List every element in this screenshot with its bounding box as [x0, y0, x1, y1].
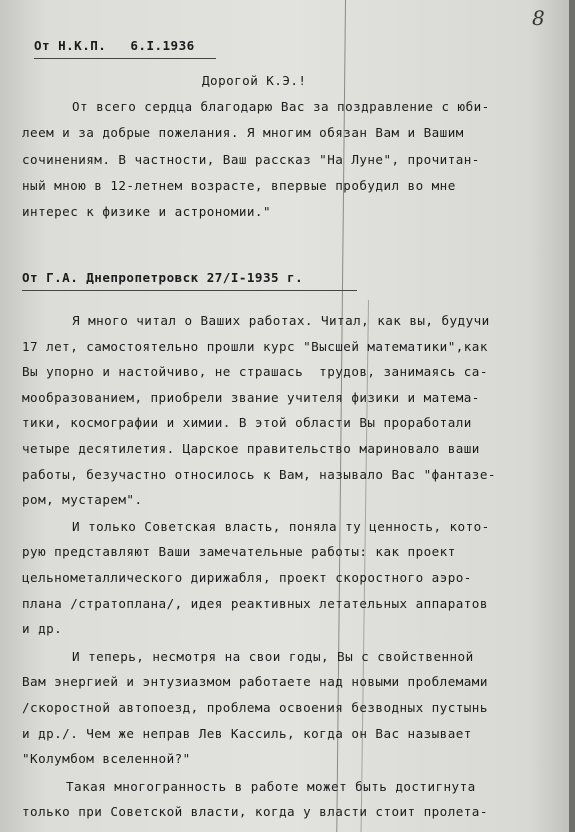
letter2-line: Вам энергией и энтузиазмом работаете над новыми проблемами — [22, 674, 488, 689]
letter1-line: интерес к физике и астрономии." — [22, 204, 271, 219]
letter2-line: мообразованием, приобрели звание учителя физики и матема- — [22, 390, 480, 405]
page-number: 8 — [532, 6, 545, 30]
letter1-line: ный мною в 12-летнем возрасте, впервые пробудил во мне — [22, 178, 456, 193]
letter2-line: и др./. Чем же неправ Лев Кассиль, когда он Вас называет — [22, 726, 472, 741]
letter2-line: 17 лет, самостоятельно прошли курс "Высшей математики",как — [22, 339, 488, 354]
letter2-line: и др. — [22, 621, 63, 636]
letter2-underline — [22, 290, 357, 291]
letter2-line: тики, космографии и химии. В этой области Вы проработали — [22, 415, 472, 430]
letter2-line: И теперь, несмотря на свои годы, Вы с свойственной — [72, 649, 474, 664]
letter2-header: От Г.А. Днепропетровск 27/I-1935 г. — [22, 270, 304, 285]
letter2-line: Я много читал о Ваших работах. Читал, как вы, будучи — [72, 313, 490, 328]
letter2-line: Вы упорно и настойчиво, не страшась трудов, занимаясь са- — [22, 364, 488, 379]
letter2-line: И только Советская власть, поняла ту ценность, кото- — [72, 519, 490, 534]
letter2-line: "Колумбом вселенной?" — [22, 751, 191, 766]
letter2-line: работы, безучастно относилось к Вам, называло Вас "фантазе- — [22, 467, 496, 482]
letter2-line: Такая многогранность в работе может быть достигнута — [66, 779, 476, 794]
letter2-line: ром, мустарем". — [22, 492, 143, 507]
letter1-line: леем и за добрые пожелания. Я многим обязан Вам и Вашим — [22, 125, 464, 140]
letter2-line: рую представляют Ваши замечательные работы: как проект — [22, 544, 456, 559]
letter2-line: /скоростной автопоезд, проблема освоения безводных пустынь — [22, 700, 488, 715]
letter2-line: только при Советской власти, когда у власти стоит пролета- — [22, 804, 488, 819]
letter1-line: сочинениям. В частности, Ваш рассказ "На Луне", прочитан- — [22, 152, 480, 167]
letter2-line: четыре десятилетия. Царское правительство мариновало ваши — [22, 441, 480, 456]
letter2-line: цельнометаллического дирижабля, проект скоростного аэро- — [22, 570, 472, 585]
letter1-salutation: Дорогой К.Э.! — [202, 73, 307, 88]
letter1-header: От Н.К.П. 6.I.1936 — [34, 38, 195, 53]
letter2-line: плана /стратоплана/, идея реактивных летательных аппаратов — [22, 596, 488, 611]
letter1-line: От всего сердца благодарю Вас за поздравление с юби- — [72, 99, 490, 114]
letter1-underline — [34, 58, 216, 59]
